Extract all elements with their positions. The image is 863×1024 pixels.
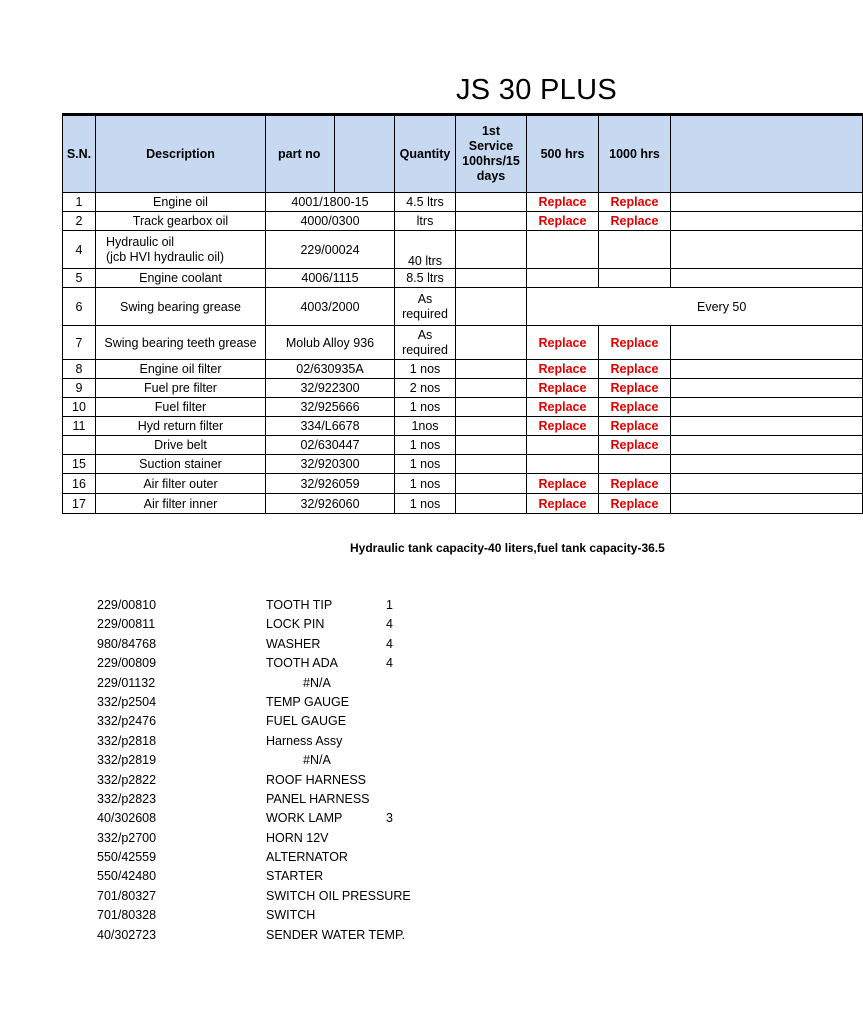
- list-item: [0, 771, 768, 790]
- part-code: 701/80328: [97, 908, 157, 923]
- part-name: LOCK PIN: [266, 617, 325, 632]
- table-row: [63, 455, 863, 474]
- list-item: [0, 829, 768, 848]
- cell-500-hrs: [527, 455, 599, 474]
- cell-1000-hrs: Replace: [599, 360, 671, 379]
- list-item: [0, 848, 768, 867]
- cell-sn: 9: [63, 379, 96, 398]
- cell-overflow: [671, 231, 863, 269]
- cell-overflow: [671, 494, 863, 514]
- cell-description: Air filter outer: [96, 474, 266, 494]
- cell-description: Engine coolant: [96, 269, 266, 288]
- part-name: STARTER: [266, 869, 324, 884]
- header-sn: S.N.: [63, 115, 96, 193]
- cell-sn: 7: [63, 326, 96, 360]
- table-row: [63, 417, 863, 436]
- part-name: WASHER: [266, 636, 321, 651]
- cell-overflow: [671, 360, 863, 379]
- part-code: 229/00809: [97, 656, 157, 671]
- cell-1000-hrs: Replace: [599, 193, 671, 212]
- cell-1000-hrs: Replace: [599, 379, 671, 398]
- cell-overflow: [671, 379, 863, 398]
- cell-1000-hrs: [599, 455, 671, 474]
- cell-sn: 16: [63, 474, 96, 494]
- list-item: [0, 635, 768, 654]
- cell-first-service: [456, 269, 527, 288]
- cell-1000-hrs: Replace: [599, 326, 671, 360]
- table-row: [63, 269, 863, 288]
- cell-overflow: [671, 326, 863, 360]
- part-qty: 3: [386, 811, 393, 826]
- list-item: [0, 867, 768, 886]
- list-item: [0, 926, 768, 945]
- cell-first-service: [456, 417, 527, 436]
- cell-overflow: [671, 417, 863, 436]
- cell-quantity: 1 nos: [395, 398, 456, 417]
- cell-overflow: [671, 269, 863, 288]
- table-row: [63, 326, 863, 360]
- part-code: 332/p2823: [97, 791, 157, 806]
- cell-500-hrs: [527, 436, 599, 455]
- part-name: TOOTH ADA: [266, 656, 339, 671]
- cell-description: Track gearbox oil: [96, 212, 266, 231]
- cell-500-hrs: Replace: [527, 212, 599, 231]
- cell-part-no: 4000/0300: [266, 212, 395, 231]
- cell-first-service: [456, 494, 527, 514]
- cell-overflow: [671, 474, 863, 494]
- cell-part-no: 229/00024: [266, 231, 395, 269]
- cell-part-no: 32/926059: [266, 474, 395, 494]
- cell-part-no: 32/920300: [266, 455, 395, 474]
- cell-sn: 8: [63, 360, 96, 379]
- list-item: [0, 712, 768, 731]
- cell-quantity: 40 ltrs: [395, 231, 456, 269]
- cell-quantity: 1nos: [395, 417, 456, 436]
- list-item: [0, 809, 768, 828]
- cell-quantity: 1 nos: [395, 494, 456, 514]
- cell-description: Drive belt: [96, 436, 266, 455]
- table-row: [63, 474, 863, 494]
- cell-part-no: 02/630935A: [266, 360, 395, 379]
- header-description: Description: [96, 115, 266, 193]
- part-code: 332/p2476: [97, 714, 157, 729]
- cell-description: Engine oil: [96, 193, 266, 212]
- cell-quantity: 4.5 ltrs: [395, 193, 456, 212]
- cell-500-hrs: Replace: [527, 326, 599, 360]
- cell-1000-hrs: Replace: [599, 212, 671, 231]
- part-name: #N/A: [303, 675, 331, 690]
- part-code: 332/p2504: [97, 694, 157, 709]
- part-name: PANEL HARNESS: [266, 791, 370, 806]
- sheet-title: JS 30 PLUS: [456, 74, 617, 106]
- cell-overflow: [671, 455, 863, 474]
- part-code: 332/p2822: [97, 772, 157, 787]
- part-code: 229/00810: [97, 598, 157, 612]
- header-1000-hrs: 1000 hrs: [599, 115, 671, 193]
- cell-part-no: 4006/1115: [266, 269, 395, 288]
- cell-quantity: 1 nos: [395, 360, 456, 379]
- cell-sn: [63, 436, 96, 455]
- cell-part-no: 02/630447: [266, 436, 395, 455]
- cell-1000-hrs: Replace: [599, 474, 671, 494]
- header-quantity: Quantity: [395, 115, 456, 193]
- parts-list: [0, 596, 768, 945]
- cell-first-service: [456, 326, 527, 360]
- cell-part-no: 4003/2000: [266, 288, 395, 326]
- header-part-no: part no: [266, 115, 335, 193]
- list-item: [0, 596, 768, 615]
- header-first-service: 1st Service 100hrs/15 days: [456, 115, 527, 193]
- part-code: 980/84768: [97, 636, 157, 651]
- cell-part-no: Molub Alloy 936: [266, 326, 395, 360]
- part-name: SENDER WATER TEMP.: [266, 927, 406, 942]
- cell-500-hrs: Replace: [527, 494, 599, 514]
- cell-first-service: [456, 360, 527, 379]
- cell-sn: 11: [63, 417, 96, 436]
- part-code: 40/302608: [97, 811, 157, 826]
- part-code: 332/p2700: [97, 830, 157, 845]
- part-code: 229/01132: [97, 675, 156, 690]
- cell-1000-hrs: Replace: [599, 398, 671, 417]
- part-qty: 4: [386, 617, 393, 632]
- header-overflow: [671, 115, 863, 193]
- cell-500-hrs: [527, 269, 599, 288]
- cell-description: Engine oil filter: [96, 360, 266, 379]
- cell-description: Swing bearing teeth grease: [96, 326, 266, 360]
- cell-500-hrs: Replace: [527, 474, 599, 494]
- table-row: [63, 360, 863, 379]
- cell-description: Fuel filter: [96, 398, 266, 417]
- capacity-note: Hydraulic tank capacity-40 liters,fuel tank capacity-36.5: [350, 541, 665, 555]
- table-row: [63, 288, 863, 326]
- part-name: ROOF HARNESS: [266, 772, 367, 787]
- list-item: [0, 906, 768, 925]
- part-code: 229/00811: [97, 617, 156, 632]
- cell-sn: 1: [63, 193, 96, 212]
- part-qty: 4: [386, 656, 393, 671]
- cell-quantity: As required: [395, 288, 456, 326]
- cell-interval-note: Every 50: [527, 288, 863, 326]
- part-code: 40/302723: [97, 927, 157, 942]
- cell-1000-hrs: [599, 231, 671, 269]
- part-name: #N/A: [303, 753, 331, 768]
- cell-sn: 10: [63, 398, 96, 417]
- cell-quantity: 1 nos: [395, 474, 456, 494]
- cell-description: Swing bearing grease: [96, 288, 266, 326]
- cell-description: Air filter inner: [96, 494, 266, 514]
- cell-overflow: [671, 398, 863, 417]
- part-name: WORK LAMP: [266, 811, 343, 826]
- list-item: [0, 615, 768, 634]
- list-item: [0, 887, 768, 906]
- cell-first-service: [456, 379, 527, 398]
- cell-first-service: [456, 212, 527, 231]
- cell-part-no: 334/L6678: [266, 417, 395, 436]
- part-name: ALTERNATOR: [266, 850, 348, 865]
- cell-description: Fuel pre filter: [96, 379, 266, 398]
- cell-1000-hrs: Replace: [599, 436, 671, 455]
- table-row: [63, 398, 863, 417]
- cell-quantity: 1 nos: [395, 436, 456, 455]
- cell-first-service: [456, 474, 527, 494]
- part-name: Harness Assy: [266, 733, 343, 748]
- cell-sn: 6: [63, 288, 96, 326]
- cell-1000-hrs: Replace: [599, 417, 671, 436]
- cell-sn: 2: [63, 212, 96, 231]
- cell-first-service: [456, 398, 527, 417]
- part-code: 550/42480: [97, 869, 157, 884]
- cell-first-service: [456, 436, 527, 455]
- cell-sn: 15: [63, 455, 96, 474]
- list-item: [0, 654, 768, 673]
- cell-part-no: 32/925666: [266, 398, 395, 417]
- cell-500-hrs: Replace: [527, 398, 599, 417]
- part-code: 332/p2819: [97, 753, 157, 768]
- cell-overflow: [671, 193, 863, 212]
- cell-description: Suction stainer: [96, 455, 266, 474]
- cell-part-no: 4001/1800-15: [266, 193, 395, 212]
- cell-1000-hrs: Replace: [599, 494, 671, 514]
- table-row: [63, 494, 863, 514]
- part-code: 701/80327: [97, 888, 157, 903]
- part-name: SWITCH OIL PRESSURE: [266, 888, 411, 903]
- cell-description: Hyd return filter: [96, 417, 266, 436]
- list-item: [0, 751, 768, 770]
- cell-first-service: [456, 455, 527, 474]
- cell-quantity: ltrs: [395, 212, 456, 231]
- cell-500-hrs: Replace: [527, 360, 599, 379]
- table-row: [63, 231, 863, 269]
- part-name: FUEL GAUGE: [266, 714, 347, 729]
- cell-overflow: [671, 212, 863, 231]
- part-name: HORN 12V: [266, 830, 329, 845]
- cell-500-hrs: [527, 231, 599, 269]
- part-name: TEMP GAUGE: [266, 694, 350, 709]
- cell-quantity: 1 nos: [395, 455, 456, 474]
- list-item: [0, 674, 768, 693]
- cell-sn: 5: [63, 269, 96, 288]
- cell-1000-hrs: [599, 269, 671, 288]
- part-code: 550/42559: [97, 850, 157, 865]
- header-blank: [335, 115, 395, 193]
- cell-500-hrs: Replace: [527, 417, 599, 436]
- list-item: [0, 790, 768, 809]
- part-name: TOOTH TIP: [266, 598, 333, 612]
- maintenance-schedule-table: [62, 113, 863, 514]
- cell-first-service: [456, 193, 527, 212]
- part-qty: 1: [386, 598, 393, 612]
- table-body: [63, 193, 863, 514]
- cell-500-hrs: Replace: [527, 193, 599, 212]
- cell-sn: 17: [63, 494, 96, 514]
- cell-part-no: 32/926060: [266, 494, 395, 514]
- cell-part-no: 32/922300: [266, 379, 395, 398]
- cell-quantity: As required: [395, 326, 456, 360]
- header-500-hrs: 500 hrs: [527, 115, 599, 193]
- part-code: 332/p2818: [97, 733, 157, 748]
- cell-first-service: [456, 288, 527, 326]
- cell-quantity: 2 nos: [395, 379, 456, 398]
- cell-overflow: [671, 436, 863, 455]
- part-name: SWITCH: [266, 908, 316, 923]
- table-header-row: [63, 115, 863, 193]
- table-row: [63, 193, 863, 212]
- maintenance-schedule-table-wrap: [62, 113, 768, 520]
- table-row: [63, 212, 863, 231]
- table-row: [63, 436, 863, 455]
- part-qty: 4: [386, 636, 393, 651]
- table-row: [63, 379, 863, 398]
- cell-sn: 4: [63, 231, 96, 269]
- cell-description: Hydraulic oil (jcb HVI hydraulic oil): [96, 231, 266, 269]
- list-item: [0, 693, 768, 712]
- list-item: [0, 732, 768, 751]
- cell-first-service: [456, 231, 527, 269]
- cell-quantity: 8.5 ltrs: [395, 269, 456, 288]
- cell-500-hrs: Replace: [527, 379, 599, 398]
